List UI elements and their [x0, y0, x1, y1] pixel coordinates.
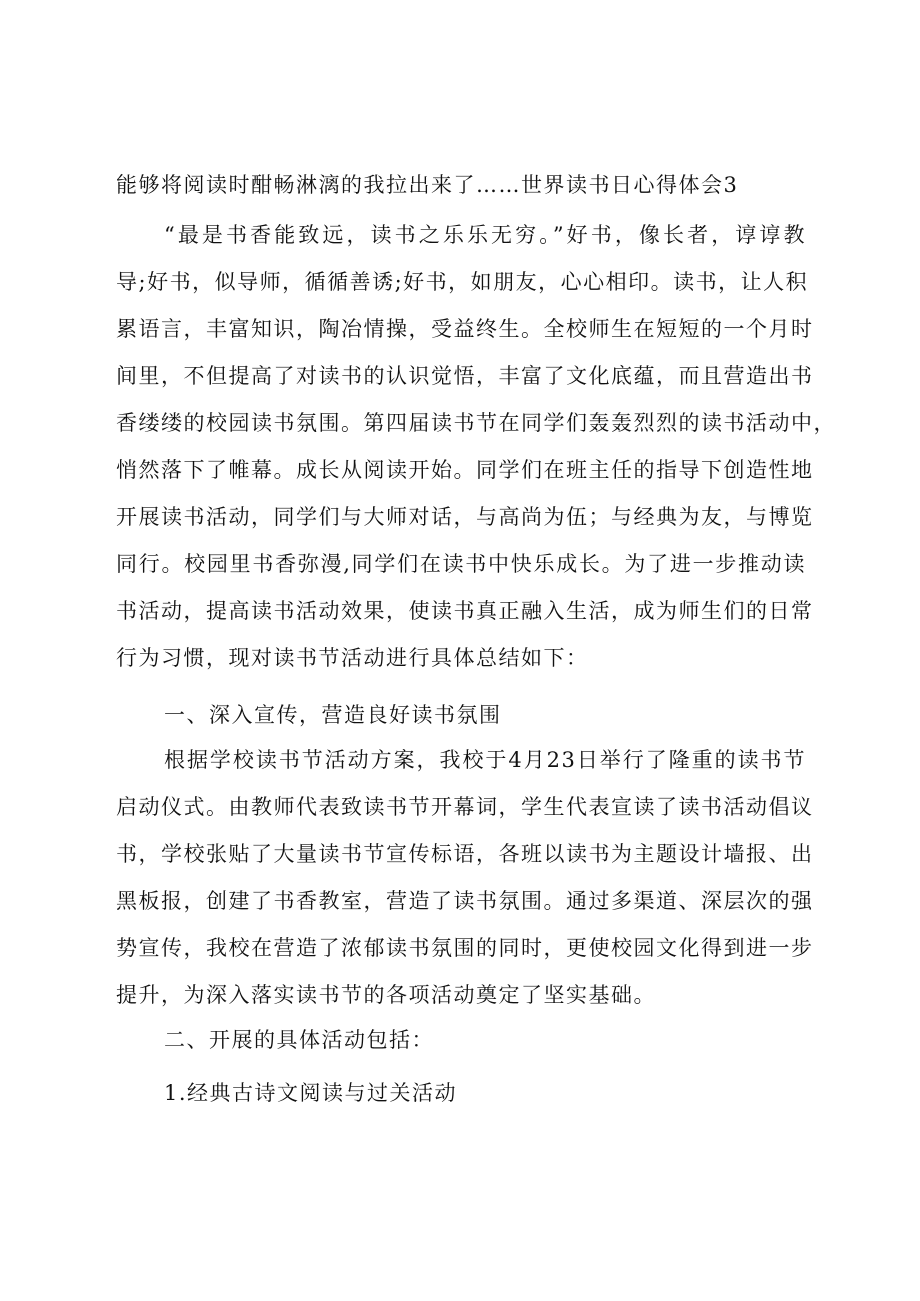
paragraph-line: 悄然落下了帷幕。成长从阅读开始。同学们在班主任的指导下创造性地	[116, 458, 814, 482]
paragraph-line: 行为习惯，现对读书节活动进行具体总结如下：	[116, 646, 589, 670]
paragraph-line: 黑板报，创建了书香教室，营造了读书氛围。通过多渠道、深层次的强	[116, 889, 814, 913]
paragraph-line: 同行。校园里书香弥漫,同学们在读书中快乐成长。为了进一步推动读	[116, 552, 806, 576]
paragraph-line: 启动仪式。由教师代表致读书节开幕词，学生代表宣读了读书活动倡议	[116, 795, 814, 819]
paragraph-line: 提升，为深入落实读书节的各项活动奠定了坚实基础。	[116, 983, 656, 1007]
paragraph-line: “最是书香能致远，读书之乐乐无穷。”好书，像长者，谆谆教	[164, 223, 806, 247]
paragraph-line: 间里，不但提高了对读书的认识觉悟，丰富了文化底蕴，而且营造出书	[116, 364, 814, 388]
paragraph-line-intro: 能够将阅读时酣畅淋漓的我拉出来了……世界读书日心得体会3	[116, 173, 739, 197]
section-heading-2: 二、开展的具体活动包括：	[164, 1028, 434, 1052]
paragraph-line: 累语言，丰富知识，陶冶情操，受益终生。全校师生在短短的一个月时	[116, 317, 814, 341]
paragraph-line: 开展读书活动，同学们与大师对话，与高尚为伍；与经典为友，与博览	[116, 505, 814, 529]
paragraph-line: 势宣传，我校在营造了浓郁读书氛围的同时，更使校园文化得到进一步	[116, 936, 814, 960]
paragraph-line: 导;好书，似导师，循循善诱;好书，如朋友，心心相印。读书，让人积	[116, 270, 809, 294]
section-heading-1: 一、深入宣传，营造良好读书氛围	[164, 703, 502, 727]
paragraph-line: 书活动，提高读书活动效果，使读书真正融入生活，成为师生们的日常	[116, 599, 814, 623]
paragraph-line: 根据学校读书节活动方案，我校于4月23日举行了隆重的读书节	[164, 748, 806, 772]
subsection-heading-1: 1.经典古诗文阅读与过关活动	[164, 1081, 458, 1105]
paragraph-line: 香缕缕的校园读书氛围。第四届读书节在同学们轰轰烈烈的读书活动中，	[116, 411, 836, 435]
paragraph-line: 书，学校张贴了大量读书节宣传标语，各班以读书为主题设计墙报、出	[116, 842, 814, 866]
